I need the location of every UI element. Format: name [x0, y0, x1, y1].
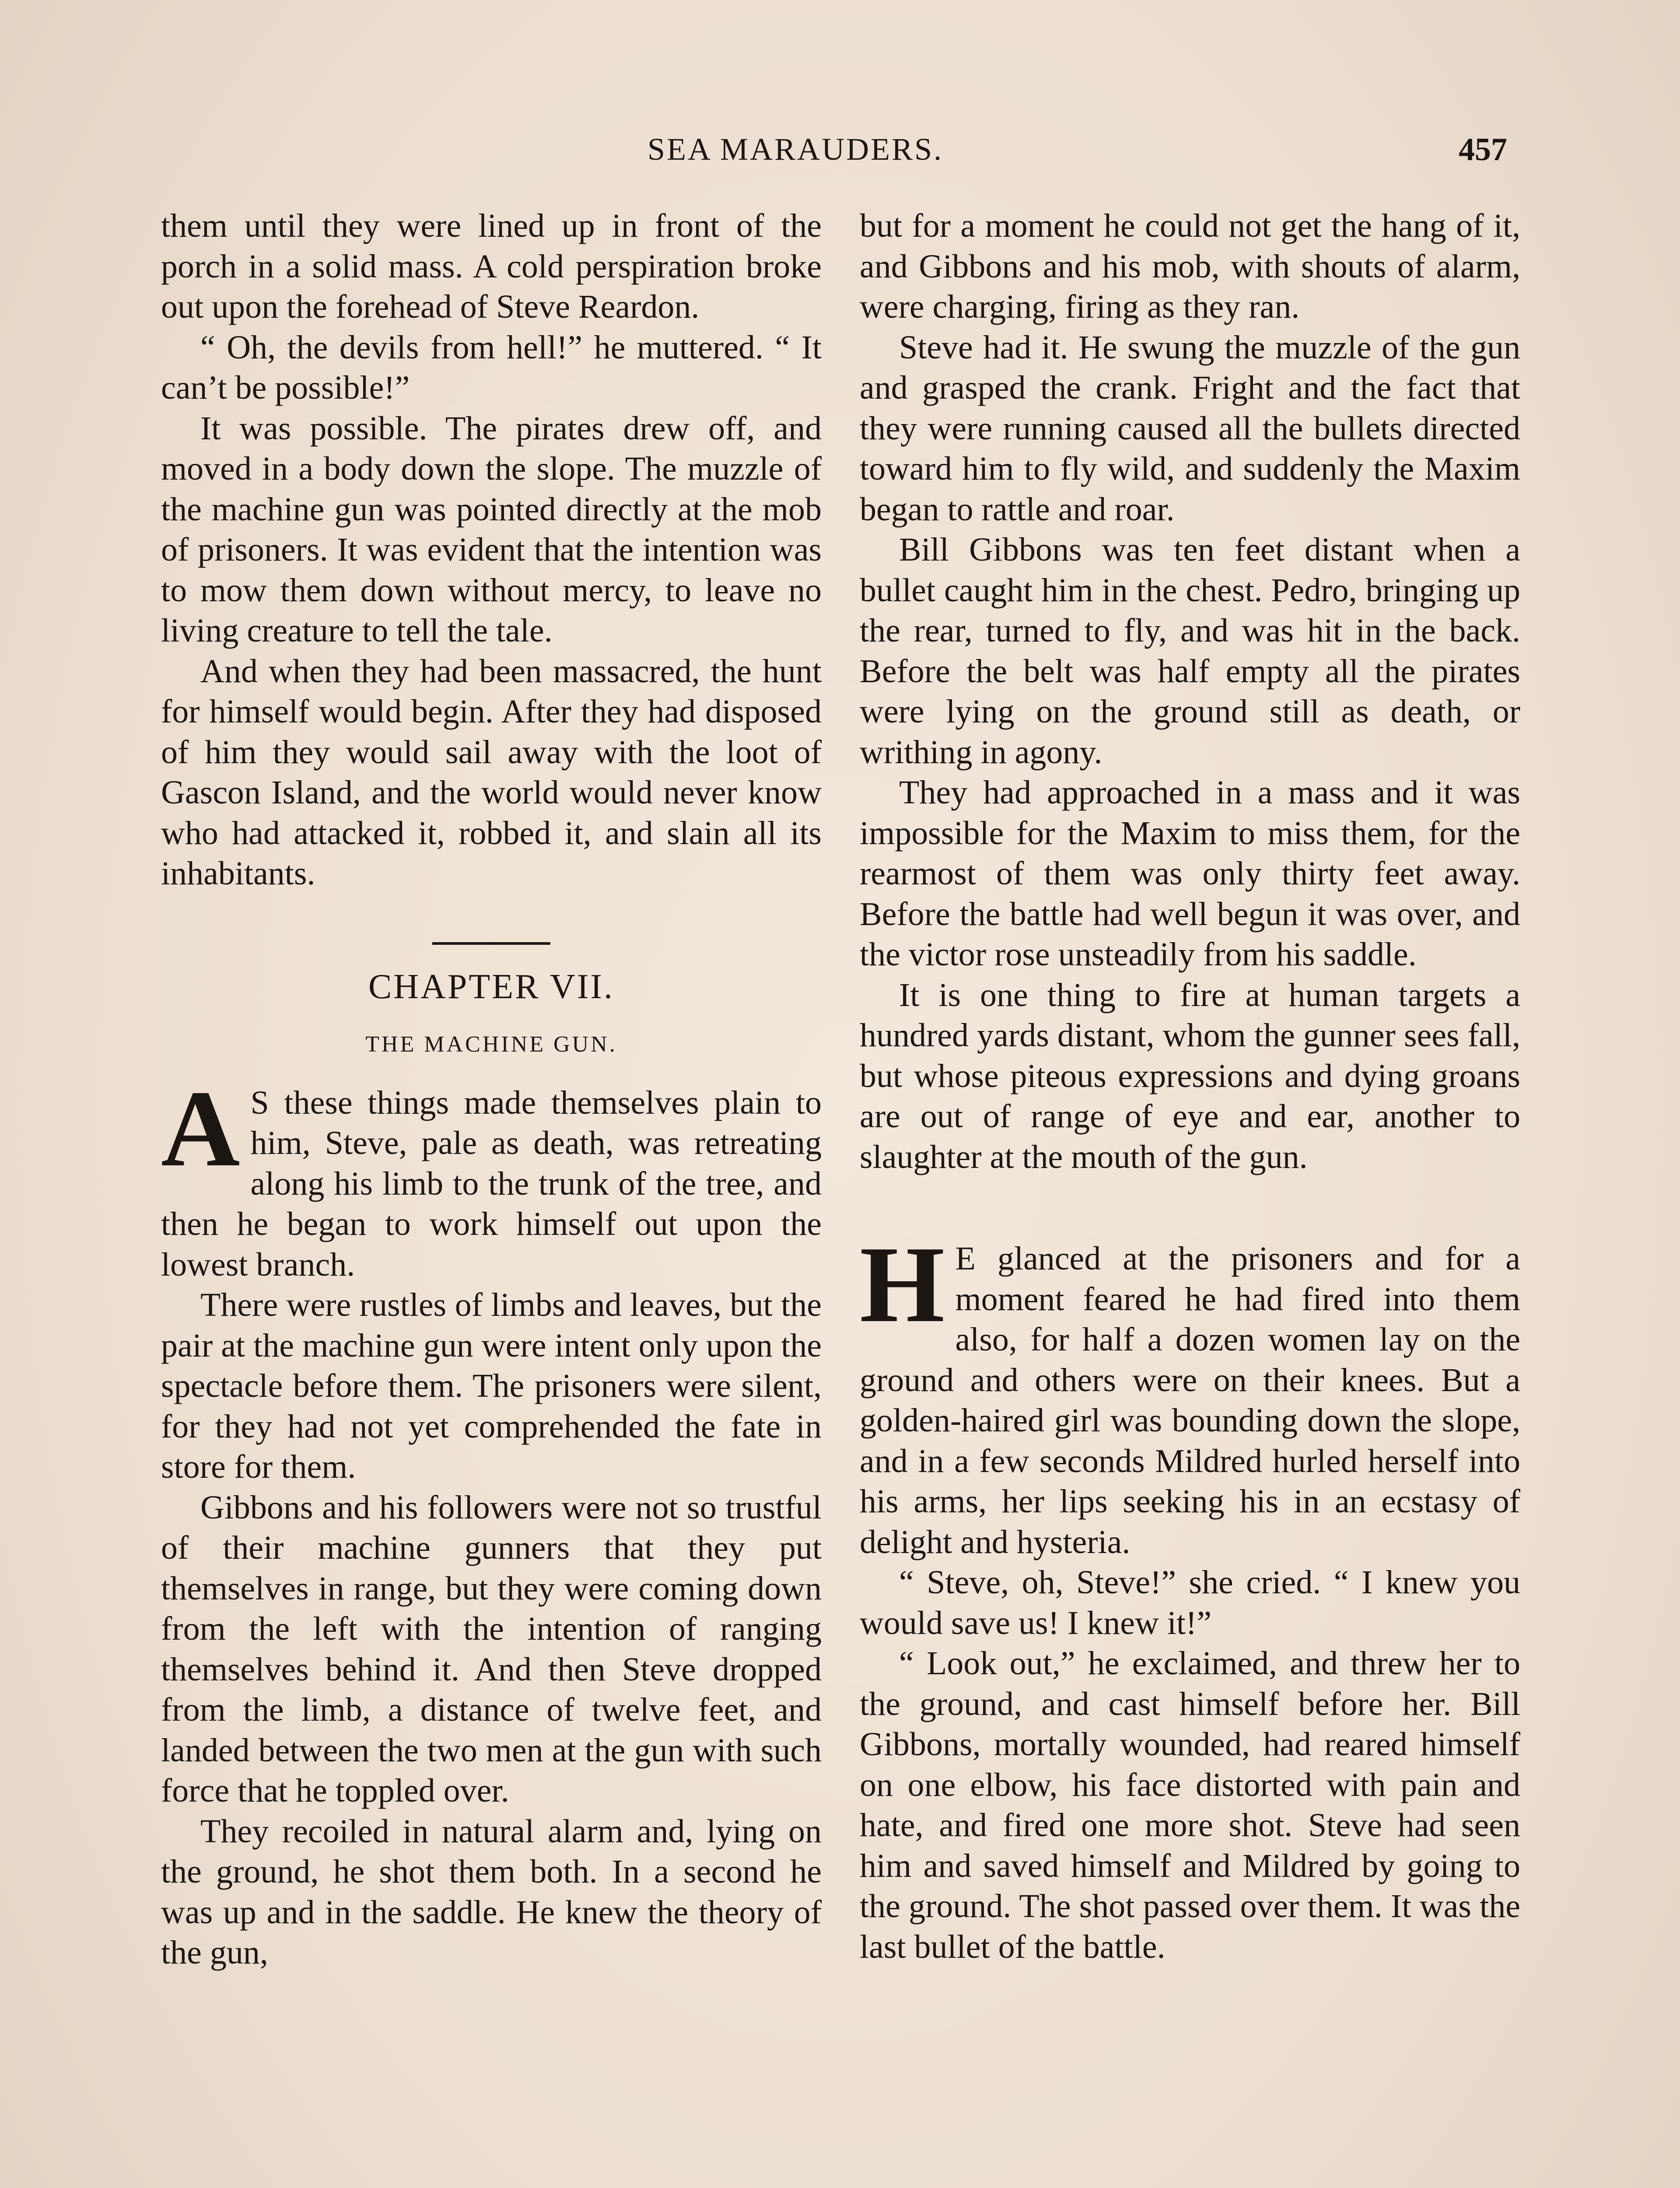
paragraph: Bill Gibbons was ten feet distant when a bullet caught him in the chest. Pedro, bringing up the rear, turned to fly, and was hit in the back. Before the belt was half empty all the pirates were lying on the ground still as death, or writhing in agony. — [860, 531, 1520, 771]
chapter-title: CHAPTER VII. — [368, 967, 615, 1006]
paragraph: Gibbons and his followers were not so trustful of their machine gunners that they put themselves in range, but they were coming down from the left with the intention of ranging themselves behind it. And then Steve dropped from the limb, a distance of twelve feet, and landed between the two men at the gun with such force that he toppled over. — [161, 1489, 822, 1809]
paragraph-with-dropcap — [161, 1068, 822, 1285]
paragraph: them until they were lined up in front of the porch in a solid mass. A cold perspiration broke out upon the forehead of Steve Reardon. — [161, 207, 822, 325]
paragraph-text: E glanced at the prisoners and for a moment feared he had fired into them also, for half a dozen women lay on the ground and others were on their knees. But a golden-haired girl was bounding down the slope, and in a few seconds Mildred hurled herself into his arms, her lips seeking his in an ecstasy of delight and hysteria. — [860, 1240, 1520, 1560]
paragraph: “ Oh, the devils from hell!” he muttered. “ It can’t be possible!” — [161, 329, 822, 406]
paragraph-text: S these things made themselves plain to him, Steve, pale as death, was retreating along his limb to the trunk of the tree, and then he began to work himself out upon the lowest branch. — [161, 1084, 822, 1283]
running-title: SEA MARAUDERS. — [648, 132, 944, 167]
chapter-divider — [432, 942, 550, 945]
paragraph: They had approached in a mass and it was impossible for the Maxim to miss them, for the rearmost of them was only thirty feet away. Before the battle had well begun it was over, and the victor rose unsteadily from his saddle. — [860, 774, 1520, 973]
paragraph: “ Look out,” he exclaimed, and threw her to the ground, and cast himself before her. Bill Gibbons, mortally wounded, had reared himself on one elbow, his face distorted with pain and hate, and fired one more shot. Steve had seen him and saved himself and Mildred by going to the ground. The shot passed over them. It was the last bullet of the battle. — [860, 1645, 1520, 1965]
left-column — [161, 206, 822, 1973]
paragraph: Steve had it. He swung the muzzle of the gun and grasped the crank. Fright and the fact that they were running caused all the bullets directed toward him to fly wild, and suddenly the Maxim began to rattle and roar. — [860, 329, 1520, 528]
paragraph: It was possible. The pirates drew off, and moved in a body down the slope. The muzzle of the machine gun was pointed directly at the mob of prisoners. It was evident that the intention was to mow them down without mercy, to leave no living creature to tell the tale. — [161, 410, 822, 649]
paragraph: They recoiled in natural alarm and, lying on the ground, he shot them both. In a second he was up and in the saddle. He knew the theory of the gun, — [161, 1813, 822, 1971]
section-break — [860, 1177, 1520, 1238]
paragraph: There were rustles of limbs and leaves, but the pair at the machine gun were intent only upon the spectacle before them. The prisoners were silent, for they had not yet comprehended the fate in store for them. — [161, 1287, 822, 1485]
paragraph: but for a moment he could not get the hang of it, and Gibbons and his mob, with shouts of alarm, were charging, firing as they ran. — [860, 207, 1520, 325]
paragraph: “ Steve, oh, Steve!” she cried. “ I knew you would save us! I knew it!” — [860, 1564, 1520, 1641]
paragraph: And when they had been massacred, the hunt for himself would begin. After they had disposed of him they would sail away with the loot of Gascon Island, and the world would never know who had attacked it, robbed it, and slain all its inhabitants. — [161, 652, 822, 892]
chapter-subtitle: THE MACHINE GUN. — [365, 1032, 617, 1057]
right-column — [860, 206, 1520, 1967]
paragraph-with-dropcap — [860, 1224, 1520, 1562]
dropcap: H — [860, 1224, 945, 1345]
paragraph: It is one thing to fire at human targets a hundred yards distant, whom the gunner sees fall, but whose piteous expressions and dying groans are out of range of eye and ear, another to slaughter at the mouth of the gun. — [860, 976, 1520, 1175]
dropcap: A — [161, 1068, 240, 1189]
page-number: 457 — [1459, 132, 1507, 168]
